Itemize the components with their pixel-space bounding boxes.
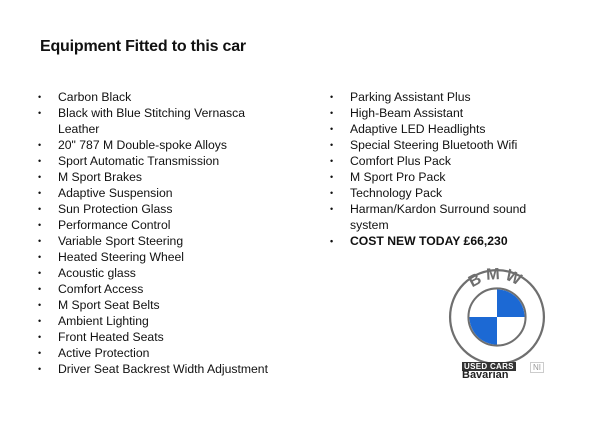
dealer-line1: USED CARS [464, 362, 514, 371]
cost-new-item: • COST NEW TODAY £66,230 [330, 233, 545, 249]
equipment-item: • Adaptive Suspension [38, 185, 288, 201]
equipment-item: • M Sport Seat Belts [38, 297, 288, 313]
equipment-item: • Performance Control [38, 217, 288, 233]
equipment-item: • Adaptive LED Headlights [330, 121, 545, 137]
equipment-item: • Comfort Plus Pack [330, 153, 545, 169]
equipment-item: • Carbon Black [38, 89, 288, 105]
equipment-item: • Harman/Kardon Surround sound system [330, 201, 545, 233]
logo-letter: M [485, 266, 505, 284]
equipment-item: • 20" 787 M Double-spoke Alloys [38, 137, 288, 153]
equipment-item: • M Sport Brakes [38, 169, 288, 185]
equipment-list-left [38, 89, 288, 377]
dealer-region: NI [530, 362, 544, 373]
logo-letter: W [502, 266, 529, 291]
equipment-item: • Active Protection [38, 345, 288, 361]
equipment-item: • M Sport Pro Pack [330, 169, 545, 185]
equipment-item: • High-Beam Assistant [330, 105, 545, 121]
bmw-roundel-icon [446, 266, 548, 368]
svg-text:BMW [466, 266, 528, 291]
equipment-item: • Variable Sport Steering [38, 233, 288, 249]
equipment-item: • Technology Pack [330, 185, 545, 201]
equipment-item: • Driver Seat Backrest Width Adjustment [38, 361, 288, 377]
dealer-badge [462, 362, 544, 381]
equipment-item: • Acoustic glass [38, 265, 288, 281]
equipment-item: • Black with Blue Stitching Vernasca Leather [38, 105, 288, 137]
equipment-item: • Heated Steering Wheel [38, 249, 288, 265]
page-title: Equipment Fitted to this car [40, 38, 246, 55]
equipment-item: • Comfort Access [38, 281, 288, 297]
equipment-item: • Parking Assistant Plus [330, 89, 545, 105]
dealer-name: Bavarian [462, 369, 509, 381]
equipment-list-right [330, 89, 545, 249]
equipment-item: • Ambient Lighting [38, 313, 288, 329]
equipment-item: • Special Steering Bluetooth Wifi [330, 137, 545, 153]
equipment-item: • Sport Automatic Transmission [38, 153, 288, 169]
logo-letter: B [465, 267, 489, 292]
equipment-item: • Sun Protection Glass [38, 201, 288, 217]
equipment-item: • Front Heated Seats [38, 329, 288, 345]
